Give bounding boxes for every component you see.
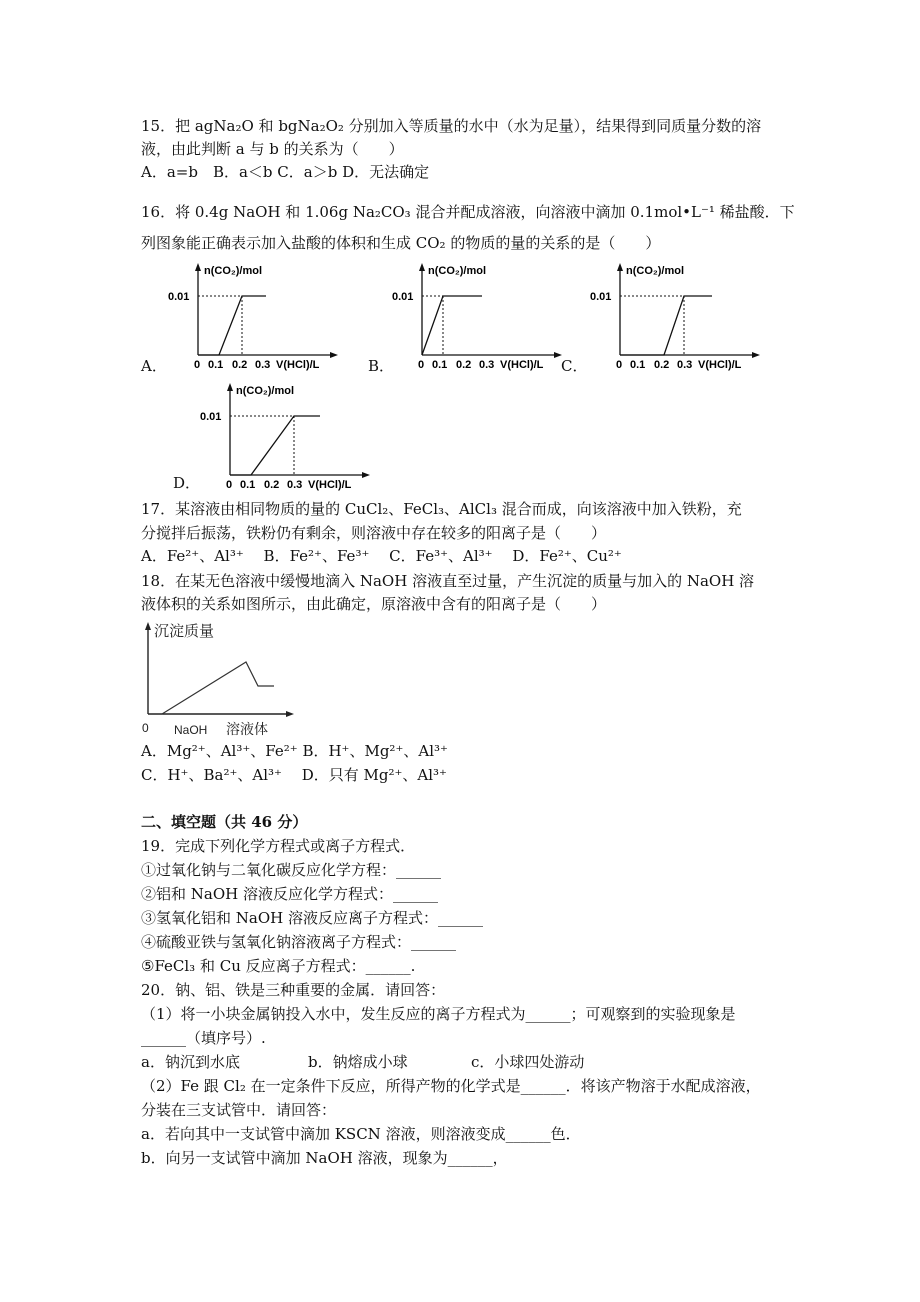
q18-options-line1: A．Mg²⁺、Al³⁺、Fe²⁺ B．H⁺、Mg²⁺、Al³⁺ xyxy=(141,742,448,760)
q18-stem-line1: 18．在某无色溶液中缓慢地滴入 NaOH 溶液直至过量，产生沉淀的质量与加入的 NaOH 溶 xyxy=(141,572,755,590)
q16-graph-c-x-tick-3: 0.3 xyxy=(677,359,693,371)
q16-graph-c-x-tick-0: 0 xyxy=(616,359,623,371)
q16-graph-b-x-tick-3: 0.3 xyxy=(479,359,495,371)
q15-stem-line2: 液，由此判断 a 与 b 的关系为（ ） xyxy=(141,140,404,158)
q19-item-2: ②铝和 NaOH 溶液反应化学方程式：______ xyxy=(141,885,438,903)
q17-stem-line2: 分搅拌后振荡，铁粉仍有剩余，则溶液中存在较多的阳离子是（ ） xyxy=(141,524,607,542)
q18-graph-y-title: 沉淀质量 xyxy=(154,623,215,640)
q16-graph-b-y-title: n(CO₂)/mol xyxy=(428,265,487,277)
q15-options: A．a=b B．a＜b C．a＞b D．无法确定 xyxy=(141,163,430,181)
q16-graph-c-x-tick-1: 0.1 xyxy=(630,359,646,371)
q17-stem-line1: 17．某溶液由相同物质的量的 CuCl₂、FeCl₃、AlCl₃ 混合而成，向该溶液中加入铁粉，充 xyxy=(141,500,742,518)
q20-part2-a: a．若向其中一支试管中滴加 KSCN 溶液，则溶液变成______色． xyxy=(141,1125,581,1143)
q19-item-1: ①过氧化钠与二氧化碳反应化学方程：______ xyxy=(141,861,442,879)
q19-item-4: ④硫酸亚铁与氢氧化钠溶液离子方程式：______ xyxy=(141,933,457,951)
q16-graph-c-y-tick: 0.01 xyxy=(590,291,612,303)
q18-graph-x-title-1: NaOH xyxy=(174,723,208,736)
q16-graph-d-x-tick-0: 0 xyxy=(226,479,233,491)
q16-graph-c xyxy=(580,258,760,373)
q16-stem-line2: 列图象能正确表示加入盐酸的体积和生成 CO₂ 的物质的量的关系的是（ ） xyxy=(141,234,661,252)
q16-graph-b xyxy=(382,258,562,373)
q16-graph-c-x-title: V(HCl)/L xyxy=(698,359,742,371)
q19-stem: 19．完成下列化学方程式或离子方程式． xyxy=(141,837,416,855)
q19-item-5: ⑤FeCl₃ 和 Cu 反应离子方程式：______. xyxy=(141,957,416,975)
q20-part1-option-b: b．钠熔成小球 xyxy=(308,1053,408,1071)
q20-part1-line2: ______（填序号）. xyxy=(141,1029,266,1047)
q18-graph-x-title-2: 溶液体 xyxy=(226,721,268,736)
q16-option-b-label: B． xyxy=(368,357,395,375)
q20-stem: 20．钠、铝、铁是三种重要的金属．请回答： xyxy=(141,981,446,999)
q20-part2-line1: （2）Fe 跟 Cl₂ 在一定条件下反应，所得产物的化学式是______．将该产物溶于水配成溶液， xyxy=(141,1077,761,1095)
q16-graph-a-x-tick-3: 0.3 xyxy=(255,359,271,371)
q16-option-d-label: D． xyxy=(173,474,201,492)
q16-graph-d-x-tick-2: 0.2 xyxy=(264,479,280,491)
q20-part2-b: b．向另一支试管中滴加 NaOH 溶液，现象为______， xyxy=(141,1149,508,1167)
q16-graph-a-x-tick-0: 0 xyxy=(194,359,201,371)
q16-graph-d-x-title: V(HCl)/L xyxy=(308,479,352,491)
q16-graph-d-y-title: n(CO₂)/mol xyxy=(236,385,295,397)
q16-graph-d xyxy=(190,378,370,493)
q16-option-a-label: A． xyxy=(141,357,167,375)
section2-title: 二、填空题（共 46 分） xyxy=(141,813,308,831)
q20-part2-line2: 分装在三支试管中．请回答： xyxy=(141,1101,337,1119)
q18-stem-line2: 液体积的关系如图所示，由此确定，原溶液中含有的阳离子是（ ） xyxy=(141,595,607,613)
q16-graph-d-y-tick: 0.01 xyxy=(200,411,222,423)
q16-option-c-label: C． xyxy=(561,357,588,375)
q16-graph-a-x-title: V(HCl)/L xyxy=(276,359,320,371)
q19-item-3: ③氢氧化铝和 NaOH 溶液反应离子方程式：______ xyxy=(141,909,483,927)
q16-graph-b-x-tick-2: 0.2 xyxy=(456,359,472,371)
q16-graph-b-x-tick-0: 0 xyxy=(418,359,425,371)
q18-graph-origin: 0 xyxy=(142,721,149,735)
q16-graph-a xyxy=(158,258,338,373)
q16-graph-a-x-tick-1: 0.1 xyxy=(208,359,224,371)
q16-graph-b-y-tick: 0.01 xyxy=(392,291,414,303)
q18-graph xyxy=(138,618,298,736)
q16-graph-d-x-tick-3: 0.3 xyxy=(287,479,303,491)
q16-graph-b-x-tick-1: 0.1 xyxy=(432,359,448,371)
q16-graph-a-x-tick-2: 0.2 xyxy=(232,359,248,371)
q16-graph-b-x-title: V(HCl)/L xyxy=(500,359,544,371)
q20-part1-option-c: c．小球四处游动 xyxy=(471,1053,585,1071)
q20-part1-option-a: a．钠沉到水底 xyxy=(141,1053,240,1071)
q17-options: A．Fe²⁺、Al³⁺ B．Fe²⁺、Fe³⁺ C．Fe³⁺、Al³⁺ D．Fe²⁺、Cu²⁺ xyxy=(141,547,622,565)
q16-graph-a-y-tick: 0.01 xyxy=(168,291,190,303)
q20-part1-line1: （1）将一小块金属钠投入水中，发生反应的离子方程式为______；可观察到的实验现象是 xyxy=(141,1005,736,1023)
q16-graph-d-x-tick-1: 0.1 xyxy=(240,479,256,491)
q16-stem-line1: 16．将 0.4g NaOH 和 1.06g Na₂CO₃ 混合并配成溶液，向溶液中滴加 0.1mol•L⁻¹ 稀盐酸．下 xyxy=(141,203,795,221)
q18-options-line2: C．H⁺、Ba²⁺、Al³⁺ D．只有 Mg²⁺、Al³⁺ xyxy=(141,766,447,784)
q16-graph-a-y-title: n(CO₂)/mol xyxy=(204,265,263,277)
q15-stem-line1: 15．把 agNa₂O 和 bgNa₂O₂ 分别加入等质量的水中（水为足量），结果得到同质量分数的溶 xyxy=(141,117,762,135)
q16-graph-c-y-title: n(CO₂)/mol xyxy=(626,265,685,277)
q16-graph-c-x-tick-2: 0.2 xyxy=(654,359,670,371)
